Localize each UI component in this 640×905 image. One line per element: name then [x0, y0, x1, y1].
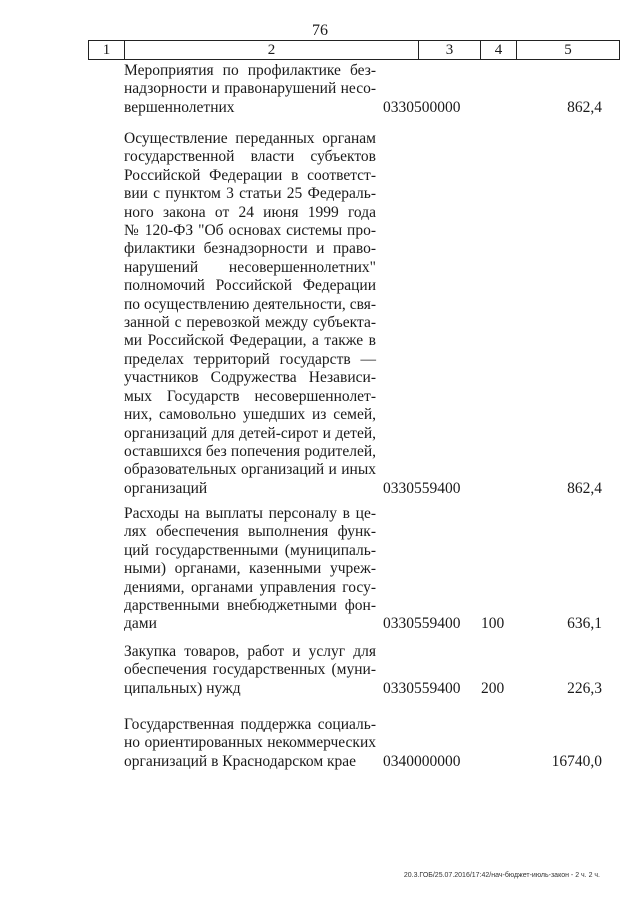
- row-amount: 16740,0: [551, 752, 602, 770]
- description-line: филактики безнадзорности и право-: [124, 240, 376, 258]
- page-number: 76: [312, 22, 328, 39]
- header-col-3: 3: [419, 41, 481, 59]
- description-line: ного закона от 24 июня 1999 года: [124, 203, 376, 221]
- description-line: лях обеспечения выполнения функ-: [124, 523, 376, 541]
- row-expense-type: 200: [481, 679, 505, 697]
- description-line: Мероприятия по профилактике без-: [124, 62, 376, 79]
- description-line: обеспечения государственных (муни-: [124, 661, 376, 679]
- description-line: Государственная поддержка социаль-: [124, 716, 376, 733]
- header-col-5: 5: [564, 42, 572, 58]
- header-col-2: 2: [125, 41, 419, 59]
- description-line: но ориентированных некоммерческих: [124, 734, 376, 752]
- description-line: пределах территорий государств —: [124, 350, 376, 368]
- description-line: ми Российской Федерации, а также в: [124, 332, 376, 350]
- row-amount: 862,4: [567, 479, 602, 497]
- description-line: Осуществление переданных органам: [124, 130, 376, 147]
- description-line: оставшихся без попечения родителей,: [124, 442, 376, 460]
- row-code: 0330500000: [383, 98, 461, 116]
- table-header: [88, 40, 620, 60]
- description-line: вии с пунктом 3 статьи 25 Федераль-: [124, 185, 376, 203]
- description-line: Расходы на выплаты персоналу в це-: [124, 505, 376, 522]
- description-line: вершеннолетних: [124, 98, 235, 116]
- row-amount: 862,4: [567, 98, 602, 116]
- row-description: [124, 130, 376, 498]
- header-col-1: 1: [89, 41, 125, 59]
- row-description: [124, 62, 376, 117]
- description-line: организаций в Краснодарском крае: [124, 752, 357, 770]
- row-amount: 226,3: [567, 679, 602, 697]
- description-line: № 120-ФЗ "Об основах системы про-: [124, 222, 376, 240]
- footer-stamp: 20.3.ГОБ/25.07.2016/17:42/нач-бюджет-июль-закон - 2 ч. 2 ч.: [403, 872, 600, 879]
- row-code: 0330559400: [383, 615, 461, 633]
- row-code: 0330559400: [383, 679, 461, 697]
- description-line: ципальных) нужд: [124, 679, 241, 697]
- description-line: Закупка товаров, работ и услуг для: [124, 643, 376, 660]
- description-line: нарушений несовершеннолетних": [124, 258, 376, 276]
- description-line: дами: [124, 615, 157, 633]
- row-code: 0330559400: [383, 479, 461, 497]
- description-line: них, самовольно ушедших из семей,: [124, 406, 376, 424]
- row-code: 0340000000: [383, 752, 461, 770]
- description-line: дениями, органами управления госу-: [124, 578, 376, 596]
- row-description: [124, 505, 376, 634]
- description-line: участников Содружества Независи-: [124, 369, 376, 387]
- description-line: полномочий Российской Федерации: [124, 277, 376, 295]
- description-line: Российской Федерации в соответст-: [124, 166, 376, 184]
- description-line: ными) органами, казенными учреж-: [124, 560, 376, 578]
- description-line: дарственными внебюджетными фон-: [124, 597, 376, 615]
- description-line: мых Государств несовершеннолет-: [124, 387, 376, 405]
- description-line: ций государственными (муниципаль-: [124, 541, 376, 559]
- row-expense-type: 100: [481, 615, 505, 633]
- description-line: организаций для детей-сирот и детей,: [124, 424, 376, 442]
- row-description: [124, 716, 376, 771]
- description-line: организаций: [124, 479, 208, 497]
- description-line: занной с перевозкой между субъекта-: [124, 314, 376, 332]
- description-line: по осуществлению деятельности, свя-: [124, 295, 376, 313]
- row-amount: 636,1: [567, 615, 602, 633]
- header-col-4: 4: [481, 41, 517, 59]
- row-description: [124, 643, 376, 698]
- description-line: образовательных организаций и иных: [124, 461, 376, 479]
- description-line: надзорности и правонарушений несо-: [124, 80, 376, 98]
- description-line: государственной власти субъектов: [124, 148, 376, 166]
